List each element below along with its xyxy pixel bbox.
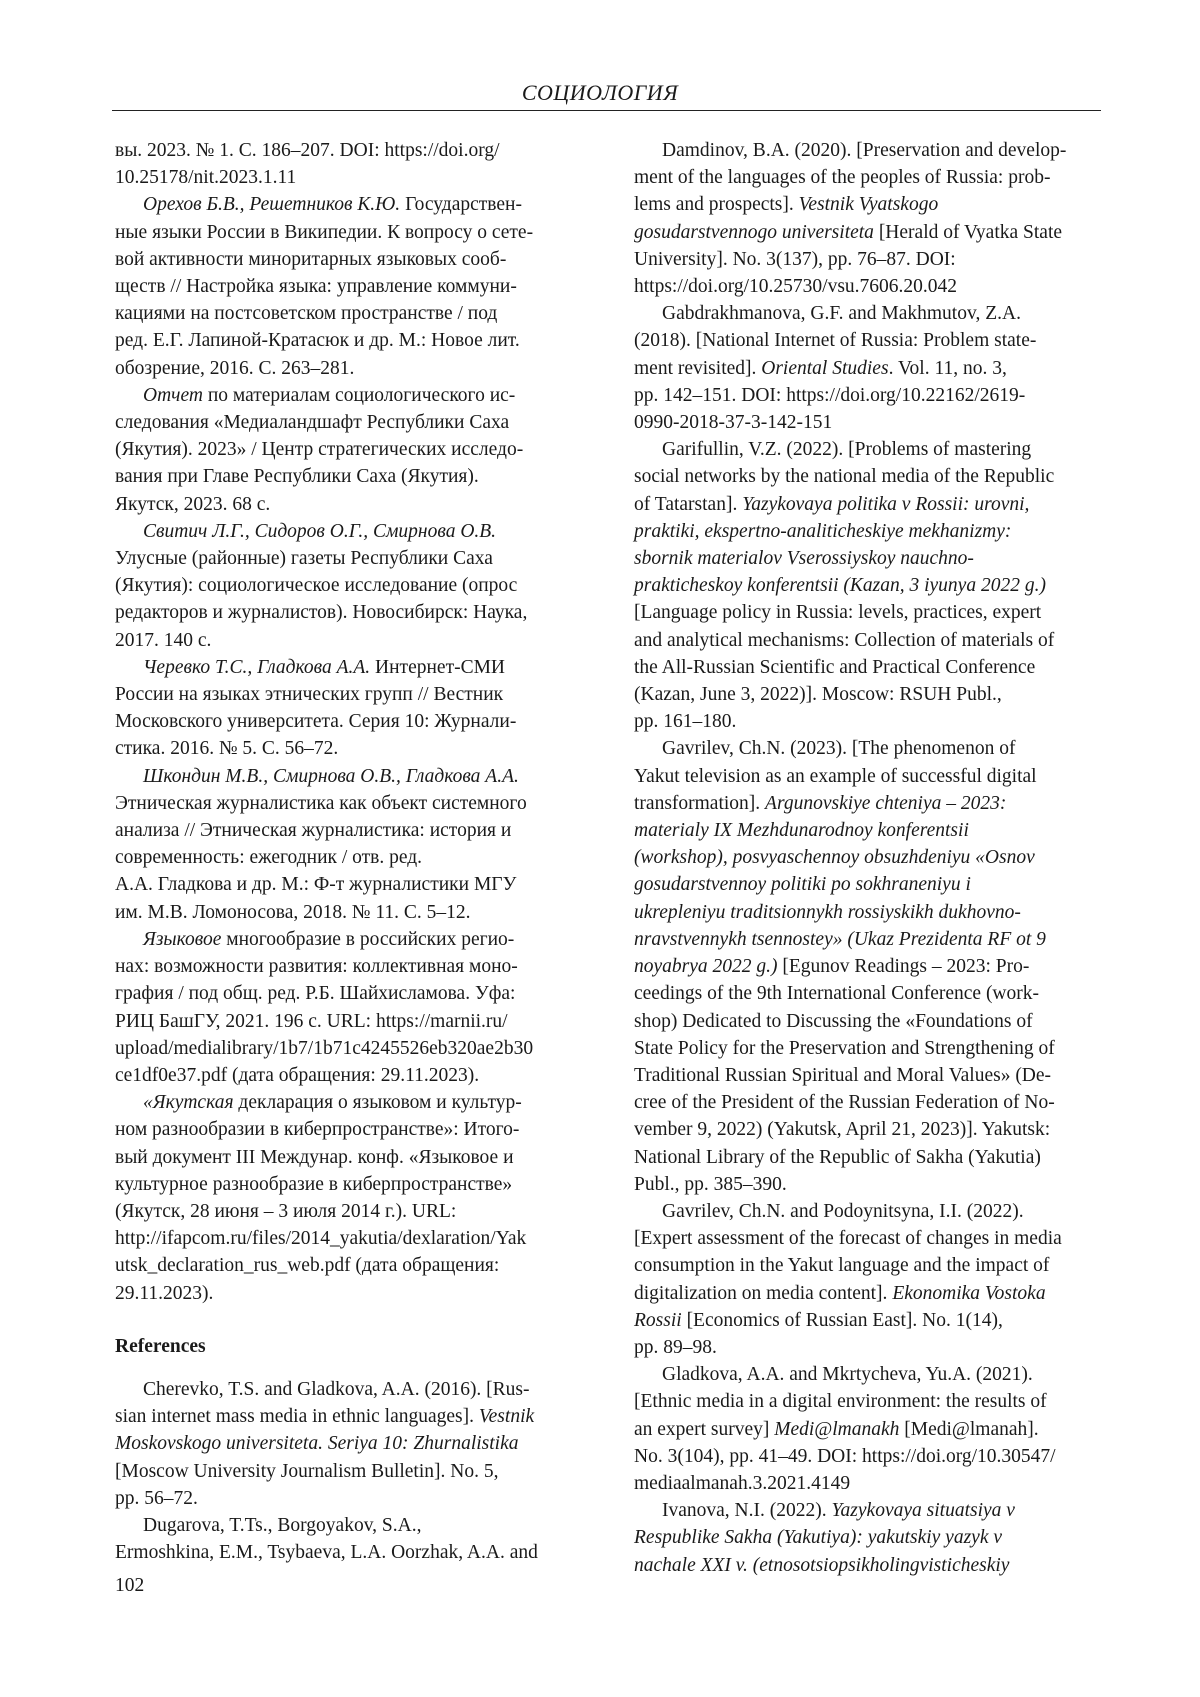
text-line: (Якутск, 28 июня – 3 июля 2014 г.). URL: — [115, 1198, 571, 1225]
reference-entry — [634, 1361, 1100, 1497]
text-line: обозрение, 2016. С. 263–281. — [115, 355, 571, 382]
text-line: Damdinov, B.A. (2020). [Preservation and develop- — [634, 137, 1100, 164]
italic-title: noyabrya 2022 g.) — [634, 956, 778, 977]
entry-author: Черевко Т.С., Гладкова А.А. — [143, 657, 370, 678]
text-line — [634, 844, 1100, 871]
text-line — [634, 817, 1100, 844]
continued-entry — [115, 137, 571, 191]
text-line: https://doi.org/10.25730/vsu.7606.20.042 — [634, 273, 1100, 300]
text-line: social networks by the national media of the Republic — [634, 463, 1100, 490]
text-line — [115, 763, 571, 817]
entry-text: Улусные (районные) газеты Республики Саха — [115, 548, 493, 569]
bibliography-entry — [115, 518, 571, 654]
page-number: 102 — [115, 1575, 144, 1597]
text-line: ment of the languages of the peoples of Russia: prob- — [634, 164, 1100, 191]
text-line: [Expert assessment of the forecast of changes in media — [634, 1225, 1100, 1252]
text-line — [115, 654, 571, 681]
text-line — [115, 926, 571, 953]
text-line: редакторов и журналистов). Новосибирск: Наука, — [115, 599, 571, 626]
italic-title: Moskovskogo universiteta. Seriya 10: Zhurnalistika — [115, 1433, 518, 1454]
text-line: вой активности миноритарных языковых сооб- — [115, 246, 571, 273]
text-line: современность: ежегодник / отв. ред. — [115, 844, 571, 871]
italic-title: materialy IX Mezhdunarodnoy konferentsii — [634, 820, 969, 841]
text-line: No. 3(104), pp. 41–49. DOI: https://doi.org/10.30547/ — [634, 1443, 1100, 1470]
text-line: кациями на постсоветском пространстве / под — [115, 300, 571, 327]
italic-title: gosudarstvennoy politiki po sokhraneniyu i — [634, 874, 971, 895]
bibliography-entry — [115, 763, 571, 926]
bibliography-entry — [115, 926, 571, 1089]
text-line: [Language policy in Russia: levels, practices, expert — [634, 599, 1100, 626]
italic-title: (workshop), posvyaschennoy obsuzhdeniyu «Osnov — [634, 847, 1035, 868]
text-line: Gladkova, A.A. and Mkrtycheva, Yu.A. (2021). — [634, 1361, 1100, 1388]
reference-entry — [634, 1198, 1100, 1361]
text-line: pp. 89–98. — [634, 1334, 1100, 1361]
text-line: графия / под общ. ред. Р.Б. Шайхисламова. Уфа: — [115, 980, 571, 1007]
text-line: Yakut television as an example of successful digital — [634, 763, 1100, 790]
text-line — [634, 518, 1100, 545]
text-line — [115, 382, 571, 409]
text-line: вы. 2023. № 1. С. 186–207. DOI: https://doi.org/ — [115, 137, 571, 164]
text-line: ном разнообразии в киберпространстве»: Итого- — [115, 1116, 571, 1143]
italic-title: Respublike Sakha (Yakutiya): yakutskiy yazyk v — [634, 1527, 1002, 1548]
italic-title: Oriental Studies — [761, 358, 888, 379]
text-line — [115, 1430, 571, 1457]
text-line: http://ifapcom.ru/files/2014_yakutia/dexlaration/Yak — [115, 1225, 571, 1252]
text-line — [634, 572, 1100, 599]
entry-author: Шкондин М.В., Смирнова О.В., Гладкова А.А. — [143, 766, 519, 787]
text-line: vember 9, 2022) (Yakutsk, April 21, 2023)]. Yakutsk: — [634, 1116, 1100, 1143]
text-line — [115, 1089, 571, 1116]
text-line: стика. 2016. № 5. С. 56–72. — [115, 735, 571, 762]
italic-title: Yazykovaya politika v Rossii: urovni, — [742, 494, 1029, 515]
italic-title: Rossii — [634, 1310, 682, 1331]
text-line: РИЦ БашГУ, 2021. 196 с. URL: https://marnii.ru/ — [115, 1008, 571, 1035]
running-header: СОЦИОЛОГИЯ — [0, 80, 1200, 106]
entry-text: по материалам социологического ис- — [208, 385, 515, 406]
text-line: mediaalmanah.3.2021.4149 — [634, 1470, 1100, 1497]
text-line — [634, 926, 1100, 953]
text-line: University]. No. 3(137), pp. 76–87. DOI: — [634, 246, 1100, 273]
text-line: ment revisited]. Oriental Studies. Vol. 11, no. 3, — [634, 355, 1100, 382]
text-line: ceedings of the 9th International Conference (work- — [634, 980, 1100, 1007]
entry-author: Якутская — [153, 1092, 234, 1113]
text-line: культурное разнообразие в киберпространстве» — [115, 1171, 571, 1198]
text-line: Garifullin, V.Z. (2022). [Problems of mastering — [634, 436, 1100, 463]
text-line: им. М.В. Ломоносова, 2018. № 11. С. 5–12. — [115, 899, 571, 926]
text-line: shop) Dedicated to Discussing the «Foundations of — [634, 1008, 1100, 1035]
text-line: (Kazan, June 3, 2022)]. Moscow: RSUH Publ., — [634, 681, 1100, 708]
reference-entry — [115, 1376, 571, 1512]
text-line: России на языках этнических групп // Вестник — [115, 681, 571, 708]
entry-text: многообразие в российских регио- — [226, 929, 514, 950]
entry-author: Орехов Б.В., Решетников К.Ю. — [143, 194, 400, 215]
text-line: Traditional Russian Spiritual and Moral Values» (De- — [634, 1062, 1100, 1089]
text-line: Publ., pp. 385–390. — [634, 1171, 1100, 1198]
text-line: pp. 142–151. DOI: https://doi.org/10.22162/2619- — [634, 382, 1100, 409]
text-line: Gabdrakhmanova, G.F. and Makhmutov, Z.A. — [634, 300, 1100, 327]
text-line: pp. 161–180. — [634, 708, 1100, 735]
text-line: lems and prospects]. Vestnik Vyatskogo — [634, 191, 1100, 218]
italic-title: ukrepleniyu traditsionnykh rossiyskikh dukhovno- — [634, 902, 1021, 923]
text-line: (Якутия). 2023» / Центр стратегических исследо- — [115, 436, 571, 463]
text-line: upload/medialibrary/1b7/1b71c4245526eb320ae2b30 — [115, 1035, 571, 1062]
text-line: the All-Russian Scientific and Practical Conference — [634, 654, 1100, 681]
text-line: and analytical mechanisms: Collection of materials of — [634, 627, 1100, 654]
text-line: Dugarova, T.Ts., Borgoyakov, S.A., — [115, 1512, 571, 1539]
entry-author: Свитич Л.Г., Сидоров О.Г., Смирнова О.В. — [143, 521, 496, 542]
text-line: ные языки России в Википедии. К вопросу о сете- — [115, 219, 571, 246]
text-line: Якутск, 2023. 68 с. — [115, 491, 571, 518]
text-line: ce1df0e37.pdf (дата обращения: 29.11.2023). — [115, 1062, 571, 1089]
text-line: Gavrilev, Ch.N. and Podoynitsyna, I.I. (2022). — [634, 1198, 1100, 1225]
italic-title: Medi@lmanakh — [774, 1419, 899, 1440]
text-line — [634, 545, 1100, 572]
text-line: 10.25178/nit.2023.1.11 — [115, 164, 571, 191]
italic-title: praktiki, ekspertno-analiticheskiye mekhanizmy: — [634, 521, 1011, 542]
text-line: noyabrya 2022 g.) [Egunov Readings – 2023: Pro- — [634, 953, 1100, 980]
text-line: (Якутия): социологическое исследование (опрос — [115, 572, 571, 599]
text-line: Ivanova, N.I. (2022). Yazykovaya situatsiya v — [634, 1497, 1100, 1524]
text-line: ред. Е.Г. Лапиной-Кратасюк и др. М.: Новое лит. — [115, 327, 571, 354]
italic-title: Argunovskiye chteniya – 2023: — [765, 793, 1006, 814]
reference-entry — [115, 1512, 571, 1566]
text-line: Cherevko, T.S. and Gladkova, A.A. (2016). [Rus- — [115, 1376, 571, 1403]
text-line: of Tatarstan]. Yazykovaya politika v Rossii: urovni, — [634, 491, 1100, 518]
text-line: gosudarstvennogo universiteta [Herald of Vyatka State — [634, 219, 1100, 246]
italic-title: Vestnik — [479, 1406, 534, 1427]
italic-title: prakticheskoy konferentsii (Kazan, 3 iyunya 2022 g.) — [634, 575, 1046, 596]
bibliography-entry — [115, 1089, 571, 1307]
text-line: cree of the President of the Russian Federation of No- — [634, 1089, 1100, 1116]
text-line: следования «Медиаландшафт Республики Саха — [115, 409, 571, 436]
entry-author: Языковое — [143, 929, 221, 950]
text-line: Ermoshkina, E.M., Tsybaeva, L.A. Oorzhak, A.A. and — [115, 1539, 571, 1566]
bibliography-entry — [115, 382, 571, 518]
reference-entry — [634, 137, 1100, 300]
entry-text: Государствен- — [405, 194, 522, 215]
text-line: an expert survey] Medi@lmanakh [Medi@lmanah]. — [634, 1416, 1100, 1443]
text-line: [Ethnic media in a digital environment: the results of — [634, 1388, 1100, 1415]
text-line: нах: возможности развития: коллективная моно- — [115, 953, 571, 980]
italic-title: sbornik materialov Vserossiyskoy nauchno- — [634, 548, 974, 569]
text-line: sian internet mass media in ethnic languages]. Vestnik — [115, 1403, 571, 1430]
italic-title: nachale XXI v. (etnosotsiopsikholingvisticheskiy — [634, 1555, 1009, 1576]
reference-entry — [634, 1497, 1100, 1579]
text-line: utsk_declaration_rus_web.pdf (дата обращения: — [115, 1252, 571, 1279]
text-line: 0990-2018-37-3-142-151 — [634, 409, 1100, 436]
right-column — [634, 137, 1100, 1579]
text-line: вания при Главе Республики Саха (Якутия). — [115, 463, 571, 490]
italic-title: Vestnik Vyatskogo — [799, 194, 939, 215]
bibliography-entry — [115, 191, 571, 381]
text-line: ществ // Настройка языка: управление коммуни- — [115, 273, 571, 300]
italic-title: nravstvennykh tsennostey» (Ukaz Prezidenta RF ot 9 — [634, 929, 1046, 950]
text-line: Gavrilev, Ch.N. (2023). [The phenomenon of — [634, 735, 1100, 762]
reference-entry — [634, 436, 1100, 735]
text-line: 2017. 140 с. — [115, 627, 571, 654]
italic-title: Yazykovaya situatsiya v — [832, 1500, 1015, 1521]
text-line — [634, 899, 1100, 926]
italic-title: gosudarstvennogo universiteta — [634, 222, 874, 243]
entry-text: Этническая журналистика как объект системного — [115, 793, 527, 814]
reference-entry — [634, 735, 1100, 1197]
text-line: National Library of the Republic of Sakha (Yakutia) — [634, 1144, 1100, 1171]
bibliography-list-ru — [115, 191, 571, 1306]
text-line — [115, 191, 571, 218]
text-line: State Policy for the Preservation and Strengthening of — [634, 1035, 1100, 1062]
text-line — [634, 871, 1100, 898]
entry-prefix: « — [143, 1092, 153, 1113]
text-line: 29.11.2023). — [115, 1280, 571, 1307]
left-column — [115, 137, 571, 1566]
text-line: [Moscow University Journalism Bulletin]. No. 5, — [115, 1458, 571, 1485]
entry-text: декларация о языковом и культур- — [238, 1092, 521, 1113]
header-divider — [112, 110, 1101, 111]
references-list — [115, 1376, 571, 1566]
text-line: Московского университета. Серия 10: Журнали- — [115, 708, 571, 735]
text-line — [634, 1552, 1100, 1579]
italic-title: Ekonomika Vostoka — [892, 1283, 1045, 1304]
entry-author: Отчет — [143, 385, 203, 406]
text-line: А.А. Гладкова и др. М.: Ф-т журналистики МГУ — [115, 871, 571, 898]
reference-entry — [634, 300, 1100, 436]
text-line: вый документ III Междунар. конф. «Языковое и — [115, 1144, 571, 1171]
text-line: анализа // Этническая журналистика: история и — [115, 817, 571, 844]
text-line: pp. 56–72. — [115, 1485, 571, 1512]
text-line: (2018). [National Internet of Russia: Problem state- — [634, 327, 1100, 354]
bibliography-entry — [115, 654, 571, 763]
text-line: digitalization on media content]. Ekonomika Vostoka — [634, 1280, 1100, 1307]
text-line — [634, 1524, 1100, 1551]
entry-text: Интернет-СМИ — [375, 657, 505, 678]
text-line: Rossii [Economics of Russian East]. No. 1(14), — [634, 1307, 1100, 1334]
text-line: consumption in the Yakut language and the impact of — [634, 1252, 1100, 1279]
references-list-continued — [634, 137, 1100, 1579]
text-line: transformation]. Argunovskiye chteniya – 2023: — [634, 790, 1100, 817]
text-line — [115, 518, 571, 572]
references-heading: References — [115, 1333, 571, 1360]
